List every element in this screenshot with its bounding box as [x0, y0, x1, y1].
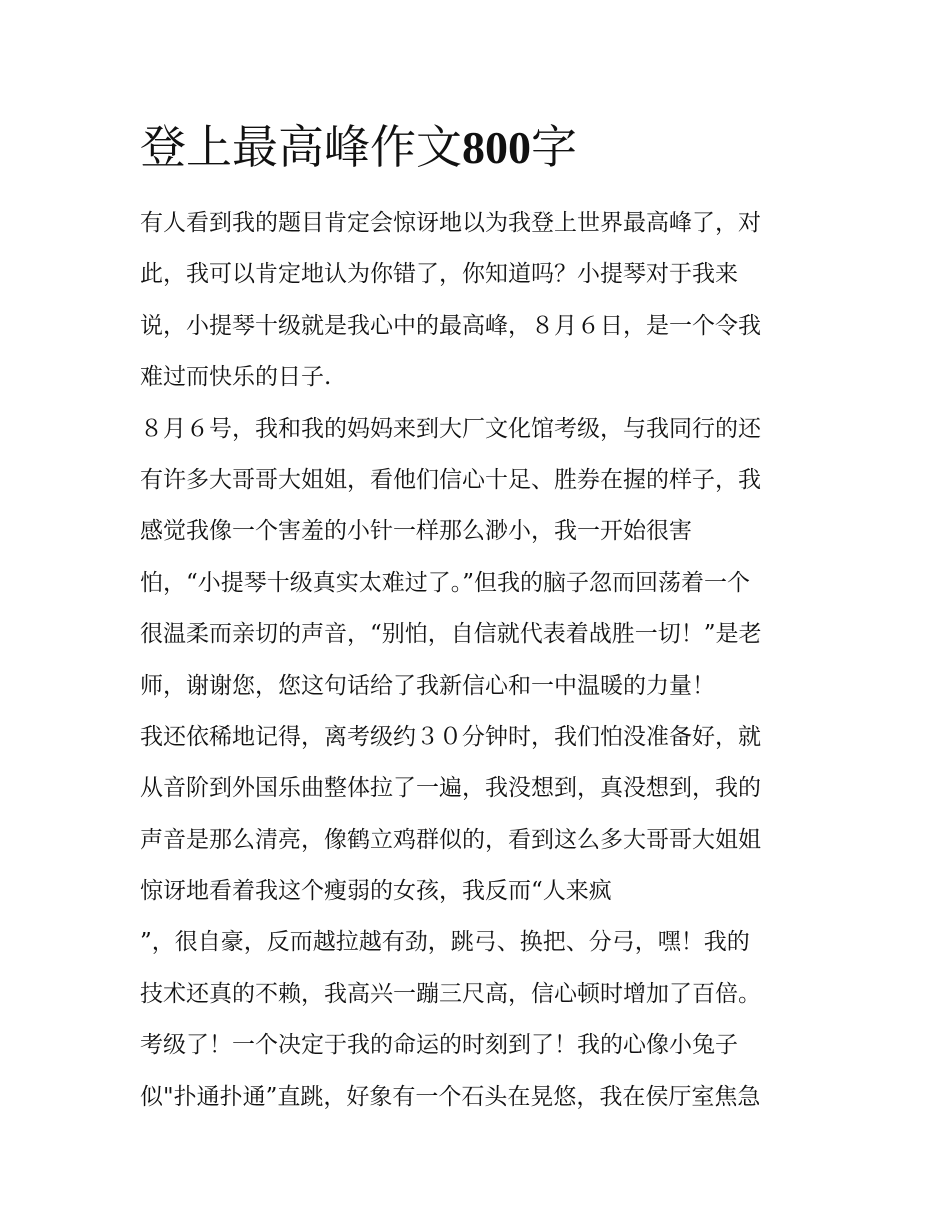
text-line: 很温柔而亲切的声音，“别怕，自信就代表着战胜一切！”是老: [140, 621, 762, 648]
text-line: 此，我可以肯定地认为你错了，你知道吗？小提琴对于我来: [140, 261, 738, 288]
text-line: 师，谢谢您，您这句话给了我新信心和一中温暖的力量！: [140, 672, 715, 699]
text-line: 感觉我像一个害羞的小针一样那么渺小，我一开始很害: [140, 518, 692, 545]
text-line: 似"扑通扑通”直跳，好象有一个石头在晃悠，我在侯厅室焦急: [140, 1083, 761, 1110]
title-number: 800: [462, 122, 531, 173]
text-line: 声音是那么清亮，像鹤立鸡群似的，看到这么多大哥哥大姐姐: [140, 826, 761, 853]
title-main: 登上最高峰作文: [140, 120, 462, 174]
page-title: [140, 116, 577, 179]
text-line: 说，小提琴十级就是我心中的最高峰，８月６日，是一个令我: [140, 312, 761, 339]
essay-body: [140, 198, 820, 1123]
text-line: 有人看到我的题目肯定会惊讶地以为我登上世界最高峰了，对: [140, 210, 761, 236]
text-line: ”，很自豪，反而越拉越有劲，跳弓、换把、分弓，嘿！我的: [140, 929, 750, 956]
text-line: 技术还真的不赖，我高兴一蹦三尺高，信心顿时增加了百倍。: [140, 980, 761, 1007]
text-line: ８月６号，我和我的妈妈来到大厂文化馆考级，与我同行的还: [140, 415, 761, 442]
text-line: 难过而快乐的日子.: [140, 364, 332, 391]
title-suffix: 字: [531, 120, 577, 174]
text-line: 从音阶到外国乐曲整体拉了一遍，我没想到，真没想到，我的: [140, 775, 761, 802]
text-line: 惊讶地看着我这个瘦弱的女孩，我反而“人来疯: [140, 878, 612, 905]
text-line: 考级了！一个决定于我的命运的时刻到了！我的心像小兔子: [140, 1032, 738, 1059]
text-line: 怕，“小提琴十级真实太难过了。”但我的脑子忽而回荡着一个: [140, 569, 751, 596]
text-line: 有许多大哥哥大姐姐，看他们信心十足、胜券在握的样子，我: [140, 466, 761, 493]
text-line: 我还依稀地记得，离考级约３０分钟时，我们怕没准备好，就: [140, 723, 761, 750]
